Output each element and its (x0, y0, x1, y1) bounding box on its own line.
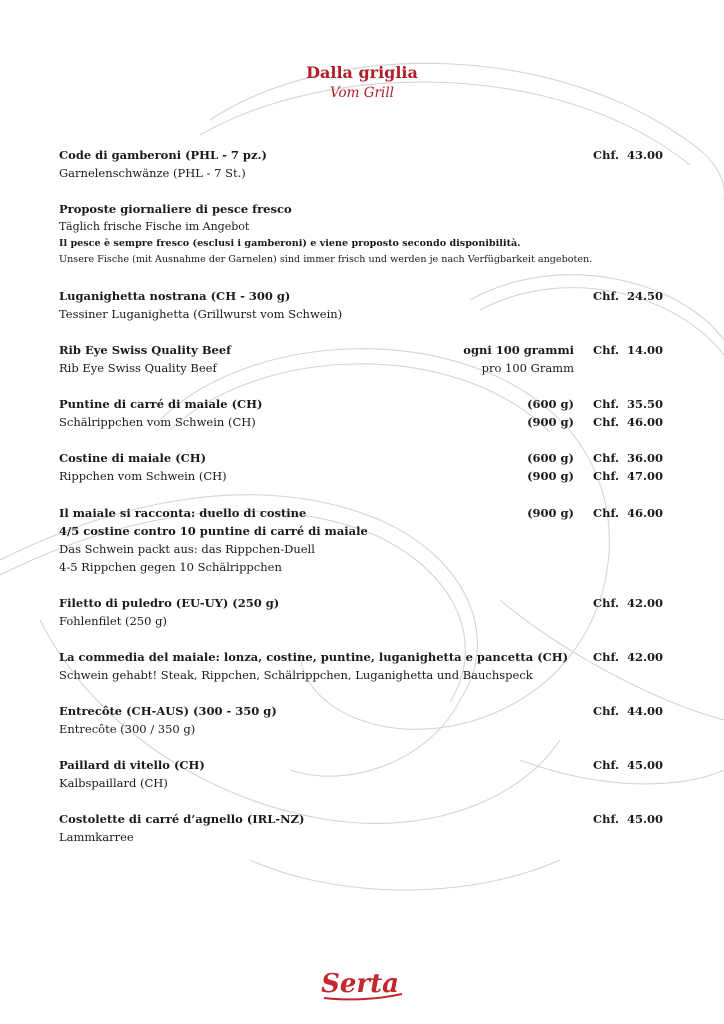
dish-name-german: Entrecôte (300 / 350 g) (59, 722, 196, 736)
price: 35.50 (626, 397, 663, 411)
quantity-label: (900 g) (527, 469, 574, 483)
currency-label: Chf. (593, 758, 620, 772)
dish-name-german: Rib Eye Swiss Quality Beef (59, 361, 217, 375)
serta-logo (310, 968, 410, 1006)
section-header (0, 62, 724, 102)
note-italian: Il pesce è sempre fresco (esclusi i gamberoni) e viene proposto secondo disponibilità. (59, 238, 521, 249)
dish-name-german: Tessiner Luganighetta (Grillwurst vom Schwein) (59, 307, 343, 321)
menu-item (59, 810, 671, 846)
menu-item (59, 146, 671, 182)
dish-name-italian: Il maiale si racconta: duello di costine (59, 506, 307, 520)
dish-name-german: Schwein gehabt! Steak, Rippchen, Schälrippchen, Luganighetta und Bauchspeck (59, 668, 533, 682)
dish-name-italian: Costine di maiale (CH) (59, 451, 207, 465)
quantity-label: (600 g) (527, 397, 574, 411)
currency-label: Chf. (593, 451, 620, 465)
currency-label: Chf. (593, 148, 620, 162)
dish-name-italian: Puntine di carré di maiale (CH) (59, 397, 263, 411)
section-title: Dalla griglia (306, 63, 418, 82)
logo-text: Serta (321, 969, 399, 999)
dish-name-german: Rippchen vom Schwein (CH) (59, 469, 227, 483)
menu-item (59, 504, 671, 576)
price: 24.50 (626, 289, 663, 303)
dish-name-german: Das Schwein packt aus: das Rippchen-Duell (59, 542, 315, 556)
dish-name-german: Täglich frische Fische im Angebot (59, 220, 250, 233)
dish-subtitle-italian: 4/5 costine contro 10 puntine di carré di maiale (59, 524, 368, 538)
menu-item (59, 395, 671, 431)
currency-label: Chf. (593, 415, 620, 429)
price: 46.00 (626, 506, 663, 520)
price: 43.00 (626, 148, 663, 162)
price: 42.00 (626, 650, 663, 664)
price: 14.00 (626, 343, 663, 357)
quantity-label-german: pro 100 Gramm (481, 361, 574, 375)
dish-name-italian: Code di gamberoni (PHL - 7 pz.) (59, 148, 267, 162)
currency-label: Chf. (593, 289, 620, 303)
quantity-label: (900 g) (527, 506, 574, 520)
price: 47.00 (626, 469, 663, 483)
currency-label: Chf. (593, 397, 620, 411)
quantity-label: (900 g) (527, 415, 574, 429)
dish-name-italian: La commedia del maiale: lonza, costine, puntine, luganighetta e pancetta (CH) (59, 650, 569, 664)
price: 45.00 (626, 758, 663, 772)
price: 44.00 (626, 704, 663, 718)
dish-name-italian: Entrecôte (CH-AUS) (300 - 350 g) (59, 704, 277, 718)
menu-item (59, 287, 671, 323)
price: 36.00 (626, 451, 663, 465)
menu-item (59, 756, 671, 792)
menu-item (59, 648, 671, 684)
price: 45.00 (626, 812, 663, 826)
menu-item (59, 702, 671, 738)
menu-item (59, 449, 671, 485)
dish-name-italian: Rib Eye Swiss Quality Beef (59, 343, 232, 357)
dish-name-italian: Costolette di carré d’agnello (IRL-NZ) (59, 812, 305, 826)
currency-label: Chf. (593, 650, 620, 664)
quantity-label: ogni 100 grammi (463, 343, 574, 357)
dish-name-german: Fohlenfilet (250 g) (59, 614, 167, 628)
dish-name-german: Schälrippchen vom Schwein (CH) (59, 415, 256, 429)
dish-subtitle-german: 4-5 Rippchen gegen 10 Schälrippchen (59, 560, 282, 574)
dish-name-italian: Luganighetta nostrana (CH - 300 g) (59, 289, 291, 303)
dish-name-italian: Proposte giornaliere di pesce fresco (59, 202, 292, 216)
currency-label: Chf. (593, 469, 620, 483)
section-subtitle: Vom Grill (330, 85, 394, 101)
price: 42.00 (626, 596, 663, 610)
dish-name-italian: Filetto di puledro (EU-UY) (250 g) (59, 596, 280, 610)
currency-label: Chf. (593, 812, 620, 826)
note-german: Unsere Fische (mit Ausnahme der Garnelen) sind immer frisch und werden je nach Verfügbarkeit angeboten. (59, 254, 593, 265)
currency-label: Chf. (593, 506, 620, 520)
menu-item (59, 341, 671, 377)
quantity-label: (600 g) (527, 451, 574, 465)
currency-label: Chf. (593, 343, 620, 357)
menu-item (59, 594, 671, 630)
dish-name-italian: Paillard di vitello (CH) (59, 758, 205, 772)
dish-name-german: Lammkarree (59, 830, 134, 844)
currency-label: Chf. (593, 704, 620, 718)
price: 46.00 (626, 415, 663, 429)
currency-label: Chf. (593, 596, 620, 610)
menu-item (59, 200, 671, 268)
dish-name-german: Garnelenschwänze (PHL - 7 St.) (59, 166, 246, 180)
dish-name-german: Kalbspaillard (CH) (59, 776, 168, 790)
